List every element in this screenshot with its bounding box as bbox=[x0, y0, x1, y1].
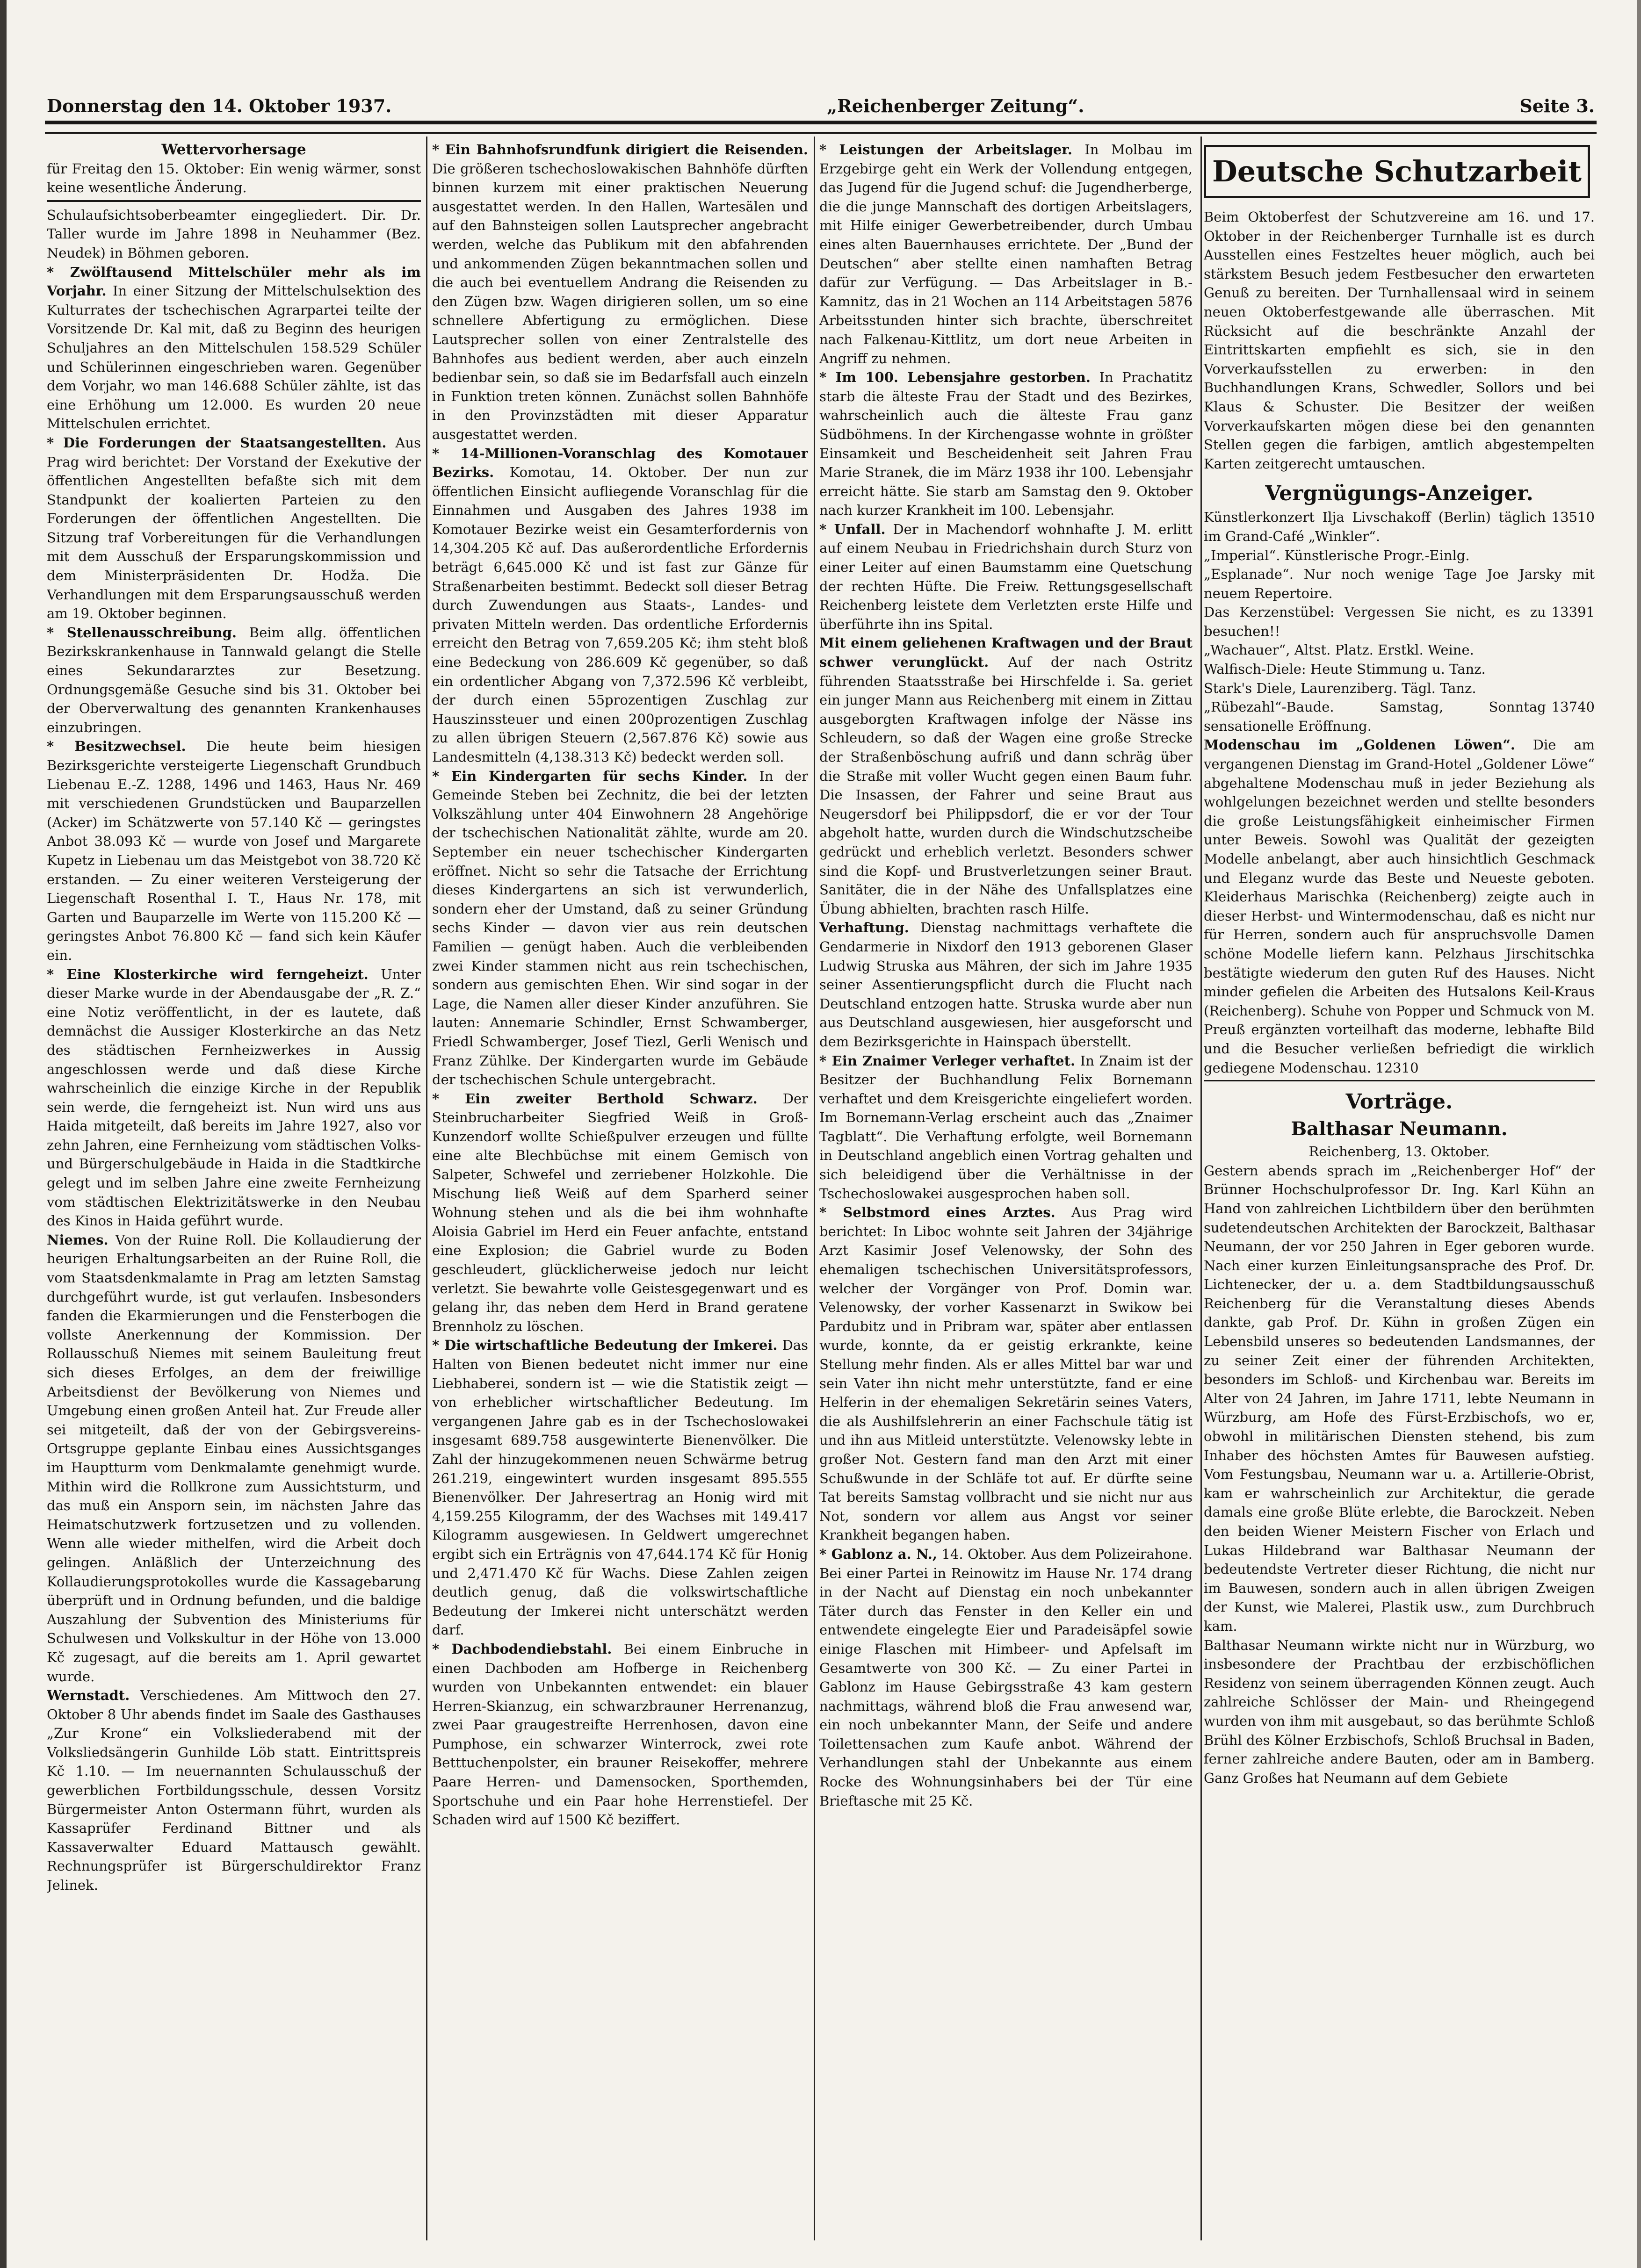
column-4-body bbox=[1187, 208, 1595, 1787]
ad-esplanade: „Esplanade“. Nur noch wenige Tage Joe Jarsky mit neuem Repertoire. bbox=[1204, 566, 1595, 601]
ad-wachauer: „Wachauer“, Altst. Platz. Erstkl. Weine. bbox=[1204, 642, 1474, 658]
article-headline: * Selbstmord eines Arztes. bbox=[819, 1204, 1055, 1221]
article-body: In einer Sitzung der Mittelschulsektion des Kulturrates der tschechischen Agrarpartei teilte der Vorsitzende Dr. Kal mit, daß zu Beginn des heurigen Schuljahres an den Mittelschulen 158.529 Schüler und Schülerinnen eingeschrieben waren. Gegenüber dem Vorjahr, wo man 146.688 Schüler zählte, ist das eine Erhöhung um 12.000. Es wurden 20 neue Mittelschulen errichtet. bbox=[47, 283, 421, 432]
article-headline: * Eine Klosterkirche wird ferngeheizt. bbox=[47, 966, 369, 982]
schutzarbeit-text: Beim Oktoberfest der Schutzvereine am 16. und 17. Oktober in der Reichenberger Turnhalle ist es durch Ausstellen eines Festzeltes heuer möglich, auch bei stärkstem Besuch jedem Festbesucher den erwarteten Genuß zu bereiten. Der Turnhallensaal wird in seinem neuen Oktoberfestgewande alle überraschen. Mit Rücksicht auf die beschränkte Anzahl der Eintrittskarten empfiehlt es sich, sie in den Vorverkaufsstellen zu erwerben: in den Buchhandlungen Krans, Schwedler, Sollors und bei Klaus & Schuster. Die Besitzer der weißen Vorverkaufskarten mögen diese bei den genannten Stellen gegen die farbigen, amtlich abgestempelten Karten zeitgerecht umtauschen. bbox=[1204, 209, 1595, 472]
article-body: Die größeren tschechoslowakischen Bahnhöfe dürften binnen kurzem mit einer praktischen Neuerung ausgestattet werden. In den Hallen, Wartesälen und auf den Bahnsteigen sollen Lautsprecher angebracht werden, welche das Publikum mit den abfahrenden und ankommenden Zügen bekanntmachen sollen und die auch bei eventuellem Andrang die Reisenden zu den Zügen bzw. Wagen dirigieren sollen, um so eine schnellere Abfertigung zu ermöglichen. Diese Lautsprecher sollen von einer Zentralstelle des Bahnhofes aus bedient werden, aber auch einzeln bedienbar sein, so daß sie im Bedarfsfall auch einzeln in Funktion treten können. Zunächst sollen Bahnhöfe in den Provinzstädten mit dieser Apparatur ausgestattet werden. bbox=[432, 160, 808, 442]
column-4 bbox=[1187, 140, 1595, 2239]
article-dachbodendiebstahl bbox=[432, 1640, 808, 1829]
article-body: Auf der nach Ostritz führenden Staatsstraße bei Hirschfelde i. Sa. geriet ein junger Mann aus Reichenberg mit einem in Zittau ausgeborgten Kraftwagen infolge der Nässe ins Schleudern, so daß der Wagen eine große Strecke der Straßenböschung aufriß und dann schräg über die Straße mit voller Wucht gegen einen Baum fuhr. Die Insassen, der Fahrer und seine Braut aus Neugersdorf bei Philippsdorf, die er vor der Tour abgeholt hatte, wurden durch die Windschutzscheibe gedrückt und erheblich verletzt. Besonders schwer sind die Kopf- und Brustverletzungen seiner Braut. Sanitäter, die in der Nähe des Unfallsplatzes eine Übung abhielten, brachten rasch Hilfe. bbox=[819, 654, 1193, 917]
header-date: Donnerstag den 14. Oktober 1937. bbox=[47, 95, 392, 116]
article-body: Aus Prag wird berichtet: Der Vorstand der Exekutive der öffentlichen Angestellten befaßte sich mit dem Standpunkt der koalierten Parteien zu den Forderungen der öffentlichen Angestellten. Die Sitzung traf Vorbereitungen für die Verhandlungen mit dem Ausschuß der Ersparungskommission und dem Ministerpräsidenten Dr. Hodža. Die Verhandlungen mit dem Ersparungsausschuß werden am 19. Oktober beginnen. bbox=[47, 434, 421, 622]
article-body: Beim allg. öffentlichen Bezirkskrankenhause in Tannwald gelangt die Stelle eines Sekundararztes zur Besetzung. Ordnungsgemäße Gesuche sind bis 31. Oktober bei der Oberverwaltung des genannten Krankenhauses einzubringen. bbox=[47, 624, 421, 735]
column-rule-1 bbox=[426, 137, 427, 2240]
header-paper-name: „Reichenberger Zeitung“. bbox=[827, 95, 1084, 116]
article-headline: * Leistungen der Arbeitslager. bbox=[819, 142, 1072, 158]
ad-number: 13740 bbox=[1551, 699, 1595, 715]
neumann-text-2: Balthasar Neumann wirkte nicht nur in Würzburg, wo insbesondere der Prachtbau der erzbischöflichen Residenz von seinem überragenden Können zeugt. Auch zahlreiche Schlösser der Main- und Rheingegend wurden von ihm mit ausgebaut, so das berühmte Schloß Brühl des Kölner Erzbischofs, Schloß Bruchsal in Baden, ferner zahlreiche andere Bauten, oder am in Bamberg. Ganz Großes hat Neumann auf dem Gebiete bbox=[1204, 1637, 1595, 1786]
article-headline: * Stellenausschreibung. bbox=[47, 624, 237, 641]
ad-number: 13391 bbox=[1551, 604, 1595, 620]
ad-text: „Rübezahl“-Baude. Samstag, Sonntag sensationelle Eröffnung. bbox=[1204, 699, 1546, 734]
article-gablonz bbox=[819, 1545, 1193, 1810]
article-stellenausschreibung bbox=[47, 623, 421, 737]
article-body: Unter dieser Marke wurde in der Abendausgabe der „R. Z.“ eine Notiz veröffentlicht, in der es lautete, daß demnächst die Aussiger Klosterkirche an das Netz des städtischen Fernheizwerkes in Aussig angeschlossen werde und daß diese Kirche wahrscheinlich die einzige Kirche in der Republik sein werde, die ferngeheizt ist. Nun wird uns aus Haida mitgeteilt, daß bereits im Jahre 1927, also vor zehn Jahren, eine Fernheizung vom städtischen Volks- und Bürgerschulgebäude in Haida in die Stadtkirche gelegt und im selben Jahre eine zweite Fernheizung vom städtischen Elektrizitätswerke in den Neubau des Kinos in Haida geführt wurde. bbox=[47, 966, 421, 1229]
article-body: In Molbau im Erzgebirge geht ein Werk der Vollendung entgegen, das Jugend für die Jugend schuf: die Jugendherberge, die die junge Mannschaft des dortigen Arbeitslagers, mit Hilfe einiger Gewerbetreibender, durch Umbau eines alten Bauernhauses errichtete. Der „Bund der Deutschen“ aber stellte einen namhaften Betrag dafür zur Verfügung. — Das Arbeitslager in B.-Kamnitz, das in 21 Wochen an 114 Arbeitstagen 5876 Arbeitsstunden hinter sich brachte, überschreitet nach Falkenau-Kittlitz, um dort neue Arbeiten in Angriff zu nehmen. bbox=[819, 142, 1193, 367]
article-kindergarten bbox=[432, 767, 808, 1089]
scan-edge-left bbox=[0, 0, 7, 2268]
article-headline: Wernstadt. bbox=[47, 1687, 130, 1704]
vortraege-title: Vorträge. bbox=[1345, 1090, 1453, 1114]
article-body: Bei einem Einbruche in einen Dachboden am Hofberge in Reichenberg wurden von Unbekannten entwendet: ein blauer Herren-Skianzug, ein schwarzbrauner Herrenanzug, zwei Paar graugestreifte Herrenhosen, davon eine Pumphose, ein schwarzer Winterrock, zwei rote Betttuchenpolster, ein brauner Reisekoffer, mehrere Paare Herren- und Damensocken, Sporthemden, Sportschuhe und ein Paar hohe Herrenstiefel. Der Schaden wird auf 1500 Kč beziffert. bbox=[432, 1641, 808, 1828]
article-body: Komotau, 14. Oktober. Der nun zur öffentlichen Einsicht aufliegende Voranschlag für die Einnahmen und Ausgaben des Jahres 1938 im Komotauer Bezirke weist ein Gesamterfordernis von 14,304.205 Kč auf. Das außerordentliche Erfordernis beträgt 6,645.000 Kč und ist fast zur Gänze für Straßenarbeiten bestimmt. Bedeckt soll dieser Betrag durch Zuwendungen aus Staats-, Landes- und privaten Mitteln werden. Das ordentliche Erfordernis erreicht den Betrag von 7,659.205 Kč; ihm steht bloß eine Bedeckung von 286.609 Kč gegenüber, so daß ein ordentlicher Abgang von 7,372.596 Kč verbleibt, der durch einen 55prozentigen Zuschlag zur Hauszinssteuer und einen 200prozentigen Zuschlag zu allen übrigen Steuern (2,567.876 Kč) sowie aus Landesmitteln (4,138.313 Kč) bedeckt werden soll. bbox=[432, 464, 808, 765]
header-rule-thick bbox=[45, 121, 1597, 124]
article-body: Verschiedenes. Am Mittwoch den 27. Oktober 8 Uhr abends findet im Saale des Gasthauses „Zur Krone“ ein Volksliederabend mit der Volksliedsängerin Gunhilde Löb statt. Eintrittspreis Kč 1.10. — Im neuernannten Schulausschuß der gewerblichen Fortbildungsschule, dessen Vorsitz Bürgermeister Anton Ostermann führt, wurden als Kassaprüfer Ferdinand Bittner und als Kassaverwalter Eduard Mattausch gewählt. Rechnungsprüfer ist Bürgerschuldirektor Franz Jelinek. bbox=[47, 1687, 421, 1894]
ad-kuenstlerkonzert bbox=[1204, 508, 1595, 546]
article-body: Dienstag nachmittags verhaftete die Gendarmerie in Nixdorf den 1913 geborenen Glaser Ludwig Struska aus Mähren, der sich im Jahre 1935 seiner Assentierungspflicht durch die Flucht nach Deutschland entzogen hatte. Struska wurde aber nun aus Deutschland ausgewiesen, hier ausgeforscht und dem Bezirksgerichte in Hainspach überstellt. bbox=[819, 920, 1193, 1050]
ad-kerzenstuebel bbox=[1204, 603, 1595, 641]
neumann-text-1: Gestern abends sprach im „Reichenberger Hof“ der Brünner Hochschulprofessor Dr. Ing. Karl Kühn an Hand von zahlreichen Lichtbildern über den berühmten sudetendeutschen Architekten der Barockzeit, Balthasar Neumann, der vor 250 Jahren in Eger geboren wurde. Nach einer kurzen Einleitungsansprache des Prof. Dr. Lichtenecker, der u. a. dem Stadtbildungsausschuß Reichenberg für die Veranstaltung dieses Abends dankte, gab Prof. Dr. Kühn in großen Zügen ein Lebensbild unseres so bedeutenden Landsmannes, der zu seiner Zeit einer der führenden Architekten, besonders im Schloß- und Kirchenbau war. Bereits im Alter von 24 Jahren, im Jahre 1711, lebte Neumann in Würzburg, am Hofe des Fürst-Erzbischofs, wo er, obwohl in militärischen Diensten stehend, bis zum Inhaber des höchsten Amtes für Bauwesen aufstieg. Vom Festungsbau, Neumann war u. a. Artillerie-Obrist, kam er wahrscheinlich zur Architektur, die gerade damals eine große Blüte erlebte, die Barockzeit. Neben den beiden Wiener Meistern Fischer von Erlach und Lukas Hildebrand war Balthasar Neumann der bedeutendste Vertreter dieser Richtung, die nicht nur im Bauwesen, sondern auch in allen übrigen Zweigen der Kunst, wie Malerei, Plastik usw., zum Durchbruch kam. bbox=[1204, 1162, 1595, 1634]
article-headline: * Dachbodendiebstahl. bbox=[432, 1641, 612, 1657]
article-headline: * Ein zweiter Berthold Schwarz. bbox=[432, 1090, 758, 1107]
article-body: In der Gemeinde Steben bei Zechnitz, die bei der letzten Volkszählung unter 404 Einwohnern 28 Angehörige der tschechischen Nationalität zählte, wurde am 20. September ein neuer tschechischer Kindergarten eröffnet. Nicht so sehr die Tatsache der Errichtung dieses Kindergartens an sich ist verwunderlich, sondern eher der Umstand, daß zu seiner Gründung sechs Kinder — davon vier aus rein deutschen Familien — genügt haben. Auch die verbleibenden zwei Kinder stammen nicht aus rein tschechischen, sondern aus gemischten Ehen. Wir sind sogar in der Lage, die Namen aller dieser Kinder anzuführen. Sie lauten: Annemarie Schindler, Ernst Schwamberger, Friedl Schwamberger, Josef Tiezl, Gerli Wenisch und Franz Zühlke. Der Kindergarten wurde im Gebäude der tschechischen Schule untergebracht. bbox=[432, 768, 808, 1088]
ad-text: Künstlerkonzert Ilja Livschakoff (Berlin) täglich im Grand-Café „Winkler“. bbox=[1204, 509, 1546, 544]
article-headline: * Ein Bahnhofsrundfunk dirigiert die Reisenden. bbox=[432, 142, 808, 158]
article-besitzwechsel bbox=[47, 737, 421, 965]
column-2 bbox=[432, 140, 808, 2239]
article-unfall bbox=[819, 520, 1193, 634]
article-selbstmord bbox=[819, 1203, 1193, 1545]
continued-text: Schulaufsichtsoberbeamter eingegliedert. Dir. Dr. Taller wurde im Jahre 1898 in Neuhammer (Bez. Neudek) in Böhmen geboren. bbox=[47, 207, 421, 261]
column-1 bbox=[47, 140, 421, 2239]
ad-number: 12310 bbox=[1375, 1059, 1419, 1076]
article-klosterkirche bbox=[47, 965, 421, 1231]
article-headline: * Unfall. bbox=[819, 521, 886, 537]
weather-box bbox=[47, 140, 421, 202]
column-3 bbox=[819, 140, 1193, 2239]
schutzarbeit-title-box: Deutsche Schutzarbeit bbox=[1204, 145, 1590, 198]
ad-imperial: „Imperial“. Künstlerische Progr.-Einlg. bbox=[1204, 547, 1470, 563]
article-kraftwagen bbox=[819, 634, 1193, 918]
article-body: Der in Machendorf wohnhafte J. M. erlitt auf einem Neubau in Friedrichshain durch Sturz von einer Leiter auf einen Baumstamm eine Quetschung der rechten Hüfte. Die Freiw. Rettungsgesellschaft Reichenberg leistete dem Verletzten erste Hilfe und überführte ihn ins Spital. bbox=[819, 521, 1193, 632]
article-body: Die heute beim hiesigen Bezirksgerichte versteigerte Liegenschaft Grundbuch Liebenau E.-Z. 1288, 1496 und 1463, Haus Nr. 469 mit verschiedenen Grundstücken und Bauparzellen (Acker) im Schätzwerte von 57.140 Kč — geringstes Anbot 38.093 Kč — wurde von Josef und Margarete Kupetz in Liebenau um das Meistgebot von 38.720 Kč erstanden. — Zu einer weiteren Versteigerung der Liegenschaft Rosenthal I. T., Haus Nr. 178, mit Garten und Bauparzelle im Werte von 115.200 Kč — geringstes Anbot 76.800 Kč — fand sich kein Käufer ein. bbox=[47, 738, 421, 963]
article-verhaftung bbox=[819, 918, 1193, 1051]
article-berthold-schwarz bbox=[432, 1089, 808, 1336]
scan-edge-right bbox=[1637, 0, 1641, 2268]
article-headline: * Gablonz a. N., bbox=[819, 1546, 937, 1562]
article-voranschlag bbox=[432, 444, 808, 767]
header-rule-thin bbox=[45, 132, 1597, 134]
article-body: Die am vergangenen Dienstag im Grand-Hotel „Goldener Löwe“ abgehaltene Modenschau muß in jeder Beziehung als wohlgelungen bezeichnet werden und stellte besonders die große Leistungsfähigkeit einheimischer Firmen unter Beweis. Sowohl was Qualität der gezeigten Modelle anbelangt, aber auch hinsichtlich Geschmack und Eleganz wurde das Beste und Neueste geboten. Kleiderhaus Marischka (Reichenberg) zeigte auch in dieser Herbst- und Wintermodenschau, daß es nicht nur für Herren, sondern auch für anspruchsvolle Damen schöne Modelle liefern kann. Pelzhaus Jirschitschka bestätigte wiederum den guten Ruf des Hauses. Nicht minder gefielen die Arbeiten des Hutsalons Keil-Kraus (Reichenberg). Schuhe von Popper und Schmuck von M. Preuß ergänzten vorteilhaft das moderne, lebhafte Bild und die Besucher verließen befriedigt die wirklich gediegene Modenschau. bbox=[1204, 737, 1595, 1076]
article-body: Aus Prag wird berichtet: In Liboc wohnte seit Jahren der 34jährige Arzt Kasimir Josef Velenowsky, der Sohn des ehemaligen tschechischen Universitätsprofessors, welcher der Vorgänger von Prof. Domin war. Velenowsky, der vorher Kassenarzt in Swikow bei Pardubitz und in Pribram war, später aber entlassen wurde, konnte, da er geistig erkrankte, keine Stellung mehr finden. Als er alles Mittel bar war und sein Vater ihn nicht mehr unterstützte, fand er eine Helferin in der ehemaligen Sekretärin seines Vaters, die als Aushilfslehrerin an einer Fachschule tätig ist und ihn aus Mitleid unterstützte. Velenowsky lebte in großer Not. Gestern fand man den Arzt mit einer Schußwunde in der Schläfe tot auf. Er dürfte seine Tat bereits Samstag vollbracht und sie nicht nur aus Not, sondern vor allem aus Angst vor seiner Krankheit begangen haben. bbox=[819, 1204, 1193, 1543]
article-body: In Prachatitz starb die älteste Frau der Stadt und des Bezirkes, wahrscheinlich auch die älteste Frau ganz Südböhmens. In der Kirchengasse wohnte in größter Einsamkeit und Bescheidenheit seit Jahren Frau Marie Stranek, die im März 1938 ihr 100. Lebensjahr erreicht hätte. Sie starb am Samstag den 9. Oktober nach kurzer Krankheit im 100. Lebensjahr. bbox=[819, 369, 1193, 518]
article-niemes bbox=[47, 1231, 421, 1686]
article-headline: Mit einem geliehenen Kraftwagen und der Braut schwer verunglückt. bbox=[819, 635, 1193, 670]
section-divider bbox=[1204, 1080, 1595, 1081]
running-head bbox=[47, 92, 1595, 120]
article-mittelschueler bbox=[47, 263, 421, 433]
weather-title: Wettervorhersage bbox=[161, 141, 306, 158]
ad-ruebezahl-baude bbox=[1204, 698, 1595, 735]
article-headline: * Ein Kindergarten für sechs Kinder. bbox=[432, 768, 748, 784]
article-bahnhofsrundfunk bbox=[432, 140, 808, 444]
article-100-lebensjahr bbox=[819, 368, 1193, 520]
article-body: Von der Ruine Roll. Die Kollaudierung der heurigen Erhaltungsarbeiten an der Ruine Roll, die vom Staatsdenkmalamte in Prag am letzten Samstag durchgeführt wurde, ist gut verlaufen. Insbesonders fanden die Ekarmierungen und die Fensterbogen die vollste Anerkennung der Kommission. Der Rollausschuß Niemes mit seinem Bauleitung freut sich dieses Erfolges, an dem der freiwillige Arbeitsdienst der Bevölkerung von Niemes und Umgebung einen großen Anteil hat. Zur Freude aller sei mitgeteilt, daß der von der Gebirgsvereins-Ortsgruppe geplante Einbau eines Aussichtsganges im Hauptturm vom Denkmalamte genehmigt wurde. Mithin wird die Rollkrone zum Aussichtsturm, und das muß ein Ansporn sein, im nächsten Jahre das Heimatschutzwerk fortzusetzen und zu vollenden. Wenn alle wieder mithelfen, wird die Arbeit doch gelingen. Anläßlich der Unterzeichnung des Kollaudierungsprotokolles wurde die Kassagebarung überprüft und in Ordnung befunden, und die baldige Auszahlung der Subvention des Ministeriums für Schulwesen und Volkskultur in der Höhe von 13.000 Kč zugesagt, auf die bereits am 1. April gewartet wurde. bbox=[47, 1231, 421, 1685]
article-headline: Modenschau im „Goldenen Löwen“. bbox=[1204, 737, 1515, 753]
article-znaimer-verleger bbox=[819, 1051, 1193, 1203]
article-imkerei bbox=[432, 1336, 808, 1640]
article-headline: * Die Forderungen der Staatsangestellten. bbox=[47, 434, 387, 451]
article-body: 14. Oktober. Aus dem Polizeirahone. Bei einer Partei in Reinowitz im Hause Nr. 174 drang in der Nacht auf Dienstag ein noch unbekannter Täter durch das Fenster in den Keller ein und entwendete eingelegte Eier und Paradeisäpfel sowie einige Flaschen mit Himbeer- und Apfelsaft im Gesamtwerte von 300 Kč. — Zu einer Partei in Gablonz im Hause Gebirgsstraße 43 kam gestern nachmittags, während bloß die Frau anwesend war, ein noch unbekannter Mann, der Seife und andere Toilettensachen zum Kaufe anbot. Während der Verhandlungen stahl der Unbekannte aus einem Rocke des Wohnungsinhabers bei der Tür eine Brieftasche mit 25 Kč. bbox=[819, 1546, 1193, 1809]
ad-walfisch-diele: Walfisch-Diele: Heute Stimmung u. Tanz. bbox=[1204, 661, 1486, 677]
ad-number: 13510 bbox=[1551, 509, 1595, 526]
article-headline: * Im 100. Lebensjahre gestorben. bbox=[819, 369, 1091, 386]
ad-starks-diele: Stark's Diele, Laurenziberg. Tägl. Tanz. bbox=[1204, 680, 1476, 696]
vergnuegungs-anzeiger-title: Vergnügungs-Anzeiger. bbox=[1265, 482, 1533, 506]
article-body: Das Halten von Bienen bedeutet nicht immer nur eine Liebhaberei, sondern ist — wie die Statistik zeigt — von erheblicher wirtschaftlicher Bedeutung. Im vergangenen Jahre gab es in der Tschechoslowakei insgesamt 689.758 ausgewinterte Bienenvölker. Die Zahl der hinzugekommenen neuen Schwärme betrug 261.219, eingewintert wurden insgesamt 895.555 Bienenvölker. Der Jahresertrag an Honig wird mit 4,159.255 Kilogramm, der des Wachses mit 149.417 Kilogramm ausgewiesen. In Geldwert umgerechnet ergibt sich ein Erträgnis von 47,644.174 Kč für Honig und 2,471.470 Kč für Wachs. Diese Zahlen zeigen deutlich genug, daß die volkswirtschaftliche Bedeutung der Imkerei nicht unterschätzt werden darf. bbox=[432, 1337, 808, 1638]
article-headline: * Die wirtschaftliche Bedeutung der Imkerei. bbox=[432, 1337, 778, 1354]
balthasar-neumann-title: Balthasar Neumann. bbox=[1291, 1118, 1508, 1140]
dateline: Reichenberg, 13. Oktober. bbox=[1308, 1144, 1490, 1160]
article-wernstadt bbox=[47, 1686, 421, 1895]
article-headline: * 14-Millionen-Voranschlag des Komotauer Bezirks. bbox=[432, 445, 808, 481]
column-rule-2 bbox=[814, 137, 815, 2240]
ad-modenschau bbox=[1204, 735, 1595, 1077]
article-headline: * Ein Znaimer Verleger verhaftet. bbox=[819, 1052, 1076, 1069]
weather-text: für Freitag den 15. Oktober: Ein wenig wärmer, sonst keine wesentliche Änderung. bbox=[47, 160, 421, 196]
article-headline: * Zwölftausend Mittelschüler mehr als im Vorjahr. bbox=[47, 264, 421, 299]
article-arbeitslager bbox=[819, 140, 1193, 368]
ad-text: Das Kerzenstübel: Vergessen Sie nicht, es zu besuchen!! bbox=[1204, 604, 1546, 639]
article-body: Der Steinbrucharbeiter Siegfried Weiß in Groß-Kunzendorf wollte Schießpulver erzeugen und füllte eine alte Blechbüchse mit einem Gemisch von Salpeter, Schwefel und zerriebener Holzkohle. Die Mischung ließ Weiß auf dem Sparherd seiner Wohnung stehen und als die bei ihm wohnhafte Aloisia Gabriel im Herd ein Feuer anfachte, entstand eine Explosion; die Gabriel wurde zu Boden geschleudert, glücklicherweise jedoch nur leicht verletzt. Sie bewahrte volle Geistesgegenwart und es gelang ihr, das neben dem Herd in Brand geratene Brennholz zu löschen. bbox=[432, 1090, 808, 1334]
article-body: In Znaim ist der Besitzer der Buchhandlung Felix Bornemann verhaftet und dem Kreisgerichte eingeliefert worden. Im Bornemann-Verlag erscheint auch das „Znaimer Tagblatt“. Die Verhaftung erfolgte, weil Bornemann in Deutschland angeblich einen Vortrag gehalten und sich beleidigend über die Verhältnisse in der Tschechoslowakei ausgesprochen haben soll. bbox=[819, 1052, 1193, 1202]
article-headline: * Besitzwechsel. bbox=[47, 738, 186, 755]
article-headline: Niemes. bbox=[47, 1231, 108, 1248]
article-headline: Verhaftung. bbox=[819, 920, 909, 936]
header-page-number: Seite 3. bbox=[1519, 95, 1595, 116]
article-staatsangestellte bbox=[47, 433, 421, 623]
